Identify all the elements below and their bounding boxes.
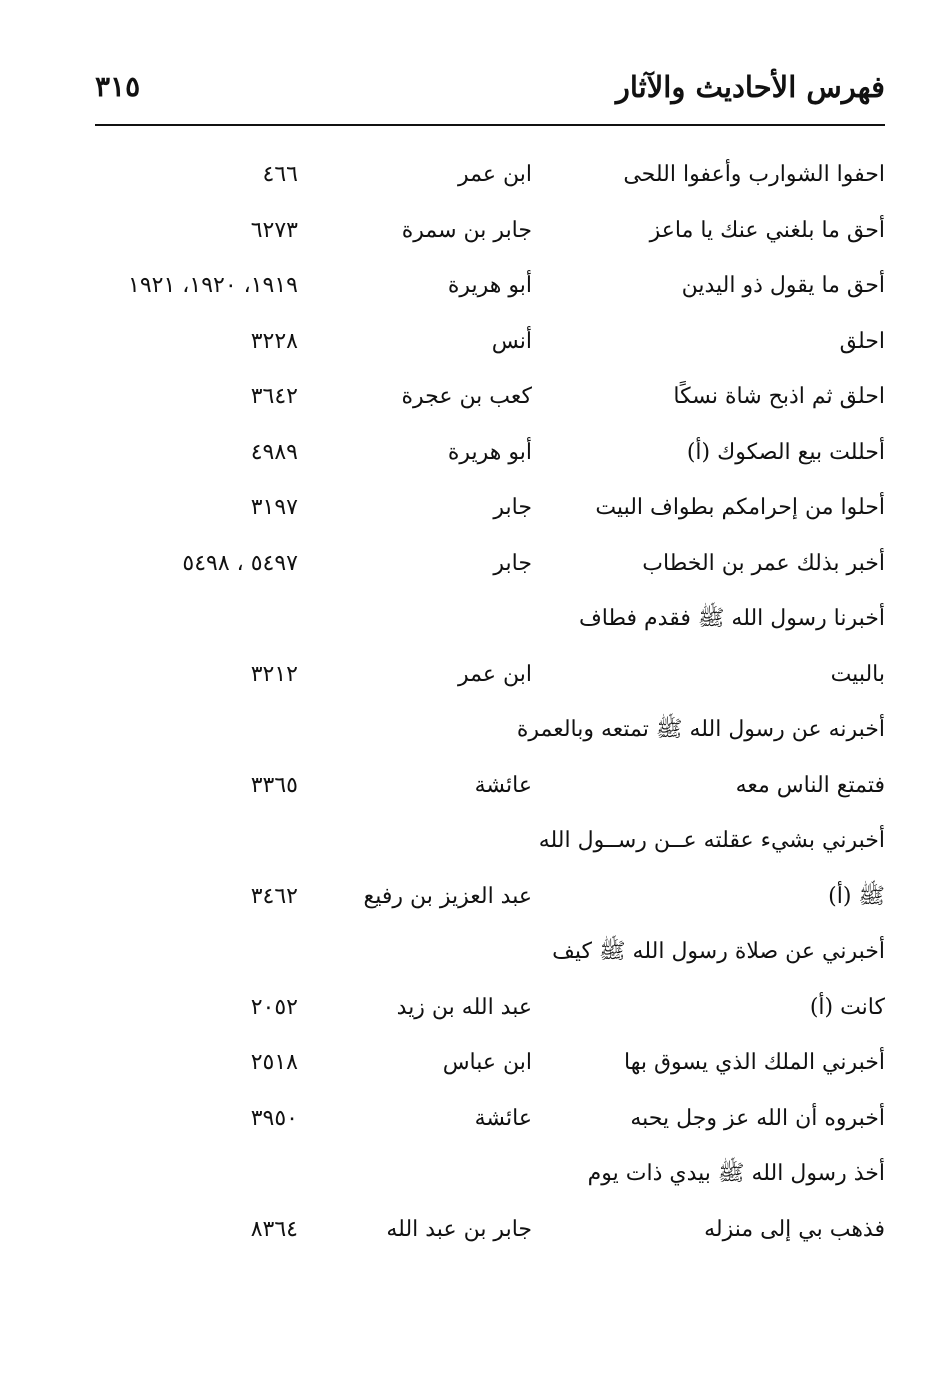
hadith-number: ٦٢٧٣ (250, 217, 298, 243)
narrator-name: ابن عباس (442, 1050, 532, 1075)
hadith-number: ٣٤٦٢ (250, 883, 298, 909)
hadith-text: أحللت بيع الصكوك (أ) (686, 439, 885, 465)
hadith-number: ٣٢٢٨ (250, 328, 298, 354)
narrator-name: جابر بن عبد الله (386, 1216, 532, 1242)
hadith-text: أحلوا من إحرامكم بطواف البيت (595, 495, 885, 520)
hadith-number: ٤٦٦ (262, 162, 298, 187)
hadith-text: أخبرني الملك الذي يسوق بها (623, 1050, 885, 1075)
narrator-name: عبد الله بن زيد (396, 994, 532, 1020)
hadith-number: ٣٣٦٥ (250, 772, 298, 798)
hadith-text: أخبروه أن الله عز وجل يحبه (630, 1105, 885, 1131)
table-row (0, 705, 930, 761)
table-row (0, 1149, 930, 1205)
table-row (0, 1038, 930, 1094)
hadith-text: أخبرنه عن رسول الله ﷺ تمتعه وبالعمرة (516, 717, 885, 742)
narrator-name: كعب بن عجرة (401, 384, 532, 409)
narrator-name: جابر بن سمرة (401, 217, 532, 243)
table-row (0, 317, 930, 373)
table-row (0, 428, 930, 484)
hadith-text: احلق (839, 328, 885, 354)
narrator-name: ابن عمر (458, 661, 532, 687)
table-row (0, 927, 930, 983)
table-row (0, 816, 930, 872)
hadith-number: ١٩١٩، ١٩٢٠، ١٩٢١ (128, 273, 298, 298)
narrator-name: جابر (493, 550, 532, 576)
table-row (0, 539, 930, 595)
table-row (0, 983, 930, 1039)
hadith-number: ٢٥١٨ (250, 1050, 298, 1075)
table-row (0, 1205, 930, 1261)
hadith-text: بالبيت (830, 661, 885, 687)
hadith-number: ٣١٩٧ (250, 495, 298, 520)
hadith-text: أخذ رسول الله ﷺ بيدي ذات يوم (587, 1161, 885, 1186)
table-row (0, 872, 930, 928)
narrator-name: جابر (493, 495, 532, 520)
hadith-text: أخبر بذلك عمر بن الخطاب (642, 550, 885, 576)
hadith-number: ٨٣٦٤ (250, 1216, 298, 1242)
page-title: فهرس الأحاديث والآثار (615, 70, 885, 104)
narrator-name: ابن عمر (458, 162, 532, 187)
hadith-text: احفوا الشوارب وأعفوا اللحى (623, 162, 885, 187)
hadith-text: أخبرني بشيء عقلته عــن رســول الله (538, 828, 885, 853)
hadith-number: ٣٦٤٢ (250, 384, 298, 409)
hadith-text: فتمتع الناس معه (735, 772, 885, 798)
hadith-text: أحق ما بلغني عنك يا ماعز (649, 217, 885, 243)
hadith-number: ٥٤٩٧ ، ٥٤٩٨ (182, 550, 298, 576)
page-header (95, 70, 885, 120)
hadith-text: ﷺ (أ) (828, 883, 885, 909)
table-row (0, 372, 930, 428)
page-number: ٣١٥ (95, 70, 141, 103)
hadith-text: أحق ما يقول ذو اليدين (681, 273, 885, 298)
narrator-name: أبو هريرة (447, 273, 532, 298)
hadith-number: ٣٩٥٠ (250, 1105, 298, 1131)
hadith-number: ٢٠٥٢ (250, 994, 298, 1020)
hadith-number: ٣٢١٢ (250, 661, 298, 687)
narrator-name: عبد العزيز بن رفيع (363, 883, 532, 909)
hadith-text: فذهب بي إلى منزله (704, 1216, 885, 1242)
hadith-text: احلق ثم اذبح شاة نسكًا (673, 384, 885, 409)
table-row (0, 206, 930, 262)
hadith-number: ٤٩٨٩ (250, 439, 298, 465)
narrator-name: أبو هريرة (447, 439, 532, 465)
table-row (0, 1094, 930, 1150)
table-row (0, 650, 930, 706)
index-table (0, 150, 930, 1260)
table-row (0, 761, 930, 817)
table-row (0, 150, 930, 206)
narrator-name: عائشة (474, 772, 532, 798)
table-row (0, 594, 930, 650)
hadith-text: أخبرني عن صلاة رسول الله ﷺ كيف (552, 939, 885, 964)
table-row (0, 261, 930, 317)
hadith-text: أخبرنا رسول الله ﷺ فقدم فطاف (578, 606, 885, 631)
header-rule (95, 124, 885, 126)
narrator-name: عائشة (474, 1105, 532, 1131)
table-row (0, 483, 930, 539)
narrator-name: أنس (491, 328, 532, 354)
hadith-text: كانت (أ) (809, 994, 885, 1020)
